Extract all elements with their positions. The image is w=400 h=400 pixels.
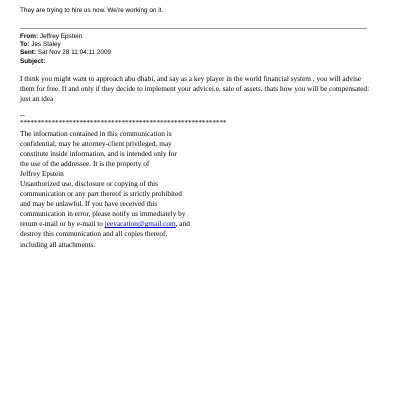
email-body: I think you might want to approach abu dhabi, and say as a key player in the world financial system , you will advise them for free. If and only if they decide to implement your advicei.e. sale of assets. thats how you will be compensated: just an idea <box>20 74 370 103</box>
from-row <box>20 33 111 41</box>
from-value: Jeffrey Epstein <box>39 33 83 40</box>
sent-label: Sent: <box>20 49 36 57</box>
sent-value: Sat Nov 28 11:04:11 2009 <box>37 49 112 57</box>
disclaimer-line: Unauthorized use, disclosure or copying of this <box>20 179 159 189</box>
return-suffix: , and <box>175 219 190 229</box>
header-divider <box>20 28 367 29</box>
sent-row <box>20 49 111 57</box>
disclaimer-line: destroy this communication and all copies thereof, <box>20 229 168 239</box>
return-prefix: return e-mail or by e-mail to <box>20 219 105 229</box>
email-link[interactable]: jeevacation@gmail.com <box>104 219 176 229</box>
signature-dash: -- <box>20 110 25 119</box>
disclaimer-line: including all attachments. <box>20 239 96 249</box>
disclaimer-line: constitute inside information, and is intended only for <box>20 149 177 159</box>
to-label: To: <box>20 41 30 49</box>
disclaimer-line: communication or any part thereof is strictly prohibited <box>20 189 182 199</box>
to-row <box>20 41 111 49</box>
disclaimer-line: The information contained in this communication is <box>20 129 172 138</box>
email-header <box>20 33 111 66</box>
disclaimer-line: confidential, may be attorney-client privileged, may <box>20 139 172 149</box>
to-value: Jes Staley <box>31 41 61 49</box>
disclaimer-line: communication in error, please notify us immediately by <box>20 209 186 219</box>
subject-row <box>20 58 111 66</box>
from-label: From: <box>20 33 39 40</box>
disclaimer-return-line <box>20 219 260 229</box>
signature-separator: *********************************************************** <box>20 118 227 127</box>
disclaimer-line: and may be unlawful. If you have received this <box>20 199 158 209</box>
reply-note: They are trying to hire us now. We're working on it. <box>20 7 164 14</box>
confidentiality-disclaimer <box>20 129 260 250</box>
disclaimer-line: the use of the addressee. It is the property of <box>20 159 150 169</box>
subject-label: Subject: <box>20 57 46 65</box>
disclaimer-line: Jeffrey Epstein <box>20 169 64 179</box>
